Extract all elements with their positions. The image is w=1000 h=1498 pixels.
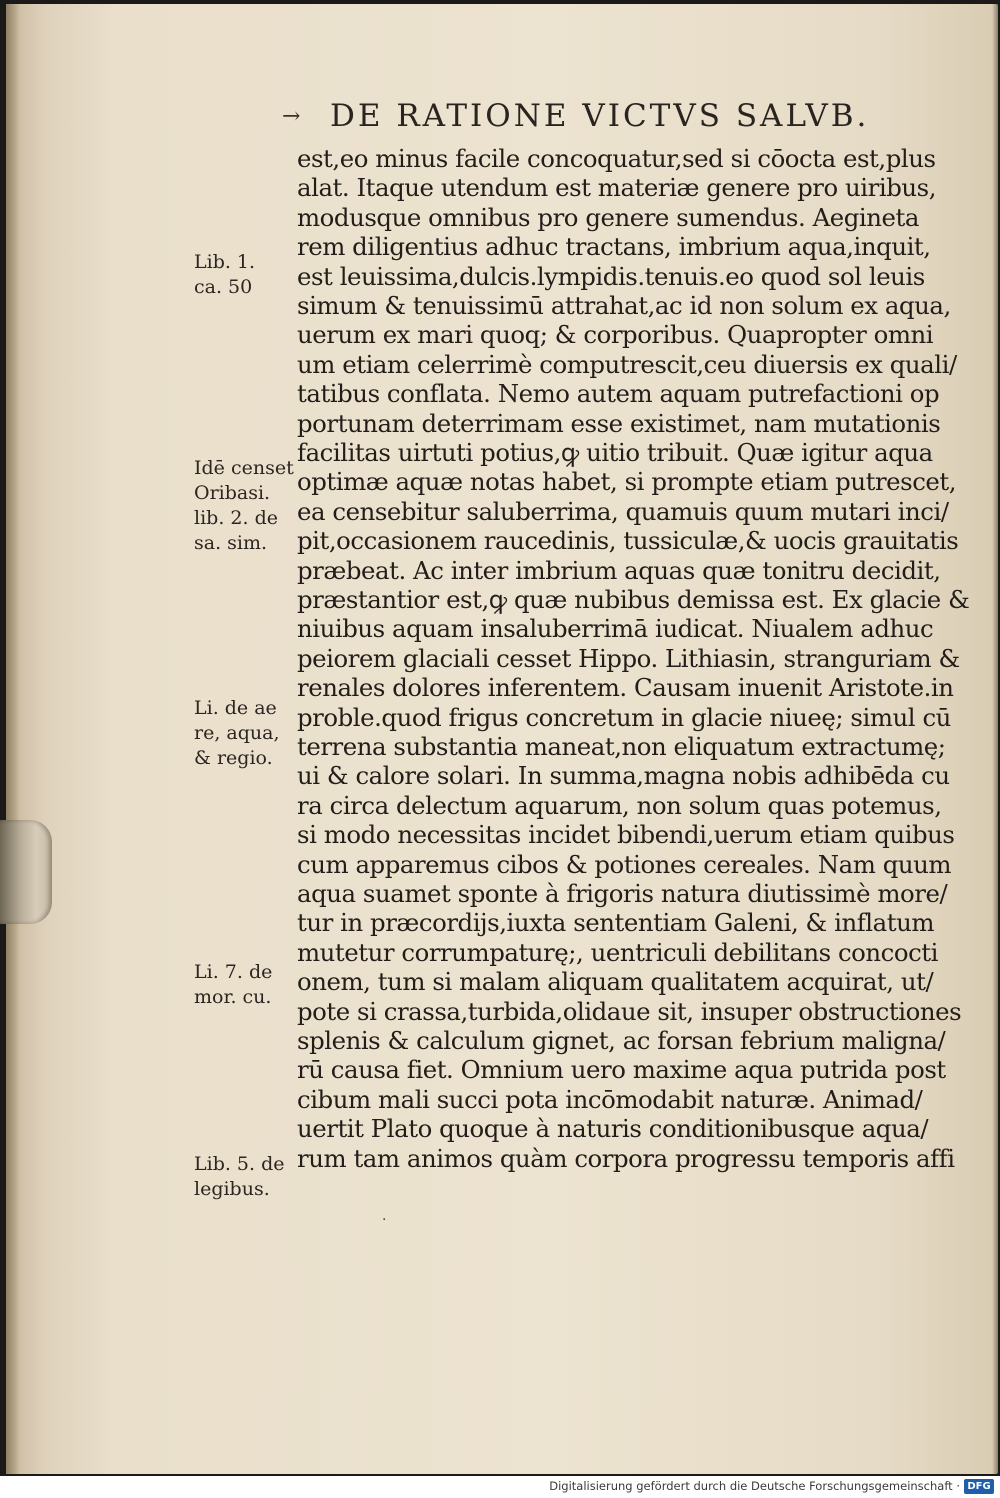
margin-note-line: Lib. 5. de [194, 1153, 285, 1175]
margin-note-line: Lib. 1. [194, 251, 256, 273]
body-line: aqua suamet sponte à frigoris natura diutissimè more/ [297, 879, 948, 908]
margin-note [194, 250, 294, 300]
body-line: alat. Itaque utendum est materiæ genere pro uiribus, [297, 173, 936, 202]
margin-note-line: Oribasi. [194, 482, 271, 504]
body-line: cum apparemus cibos & potiones cereales. Nam quum [297, 850, 952, 879]
book-clasp [0, 820, 52, 924]
body-line: simum & tenuissimū attrahat,ac id non solum ex aqua, [297, 291, 951, 320]
body-line: est,eo minus facile concoquatur,sed si cōocta est,plus [297, 144, 936, 173]
body-line: rum tam animos quàm corpora progressu temporis affi [297, 1144, 955, 1173]
margin-note-line: & regio. [194, 747, 273, 769]
margin-note [194, 696, 294, 771]
margin-note-line: mor. cu. [194, 986, 272, 1008]
body-line: rū causa fiet. Omnium uero maxime aqua putrida post [297, 1055, 946, 1084]
margin-note [194, 1152, 294, 1202]
body-line: terrena substantia maneat,non eliquatum extractumę; [297, 732, 946, 761]
body-line: rem diligentius adhuc tractans, imbrium aqua,inquit, [297, 232, 931, 261]
body-line: si modo necessitas incidet bibendi,uerum etiam quibus [297, 820, 955, 849]
footer-credit: Digitalisierung gefördert durch die Deutsche Forschungsgemeinschaft · [549, 1479, 960, 1493]
body-line: facilitas uirtuti potius,ꝙ uitio tribuit. Quæ igitur aqua [297, 438, 933, 467]
body-line: mutetur corrumpaturę;, uentriculi debilitans concocti [297, 938, 939, 967]
bottom-mark: · [382, 1212, 387, 1228]
margin-note-line: Li. 7. de [194, 961, 273, 983]
body-line: optimæ aquæ notas habet, si prompte etiam putrescet, [297, 467, 957, 496]
body-line: portunam deterrimam esse existimet, nam mutationis [297, 409, 941, 438]
body-line: uertit Plato quoque à naturis conditionibusque aqua/ [297, 1114, 929, 1143]
body-line: ra circa delectum aquarum, non solum quas potemus, [297, 791, 942, 820]
body-line: proble.quod frigus concretum in glacie niueę; simul cū [297, 703, 951, 732]
page-edge [992, 4, 998, 1474]
running-head-mark: → [282, 104, 301, 129]
body-line: pit,occasionem raucedinis, tussiculæ,& uocis grauitatis [297, 526, 959, 555]
body-line: tur in præcordijs,iuxta sententiam Galeni, & inflatum [297, 908, 935, 937]
body-line: niuibus aquam insaluberrimā iudicat. Niualem adhuc [297, 614, 934, 643]
body-line: renales dolores inferentem. Causam inuenit Aristote.in [297, 673, 954, 702]
body-line: modusque omnibus pro genere sumendus. Aegineta [297, 203, 919, 232]
margin-note-line: Li. de ae [194, 697, 277, 719]
margin-note [194, 456, 294, 556]
body-line: um etiam celerrimè computrescit,ceu diuersis ex quali/ [297, 350, 957, 379]
body-line: splenis & calculum gignet, ac forsan febrium maligna/ [297, 1026, 946, 1055]
margin-note-line: ca. 50 [194, 276, 253, 298]
running-head [282, 98, 922, 142]
body-line: pote si crassa,turbida,olidaue sit, insuper obstructiones [297, 997, 962, 1026]
body-line: est leuissima,dulcis.lympidis.tenuis.eo quod sol leuis [297, 262, 925, 291]
margin-note-line: legibus. [194, 1178, 270, 1200]
body-line: præstantior est,ꝙ quæ nubibus demissa est. Ex glacie & [297, 585, 970, 614]
margin-note-line: sa. sim. [194, 532, 268, 554]
body-line: peiorem glaciali cesset Hippo. Lithiasin, stranguriam & [297, 644, 960, 673]
body-line: ui & calore solari. In summa,magna nobis adhibēda cu [297, 761, 950, 790]
margin-note-line: Idē censet [194, 457, 294, 479]
digitization-footer [0, 1476, 1000, 1498]
dfg-logo-icon: DFG [964, 1479, 994, 1494]
body-line: præbeat. Ac inter imbrium aquas quæ tonitru decidit, [297, 556, 941, 585]
margin-note [194, 960, 294, 1010]
body-line: tatibus conflata. Nemo autem aquam putrefactioni op [297, 379, 940, 408]
margin-note-line: lib. 2. de [194, 507, 278, 529]
binding-shadow [6, 4, 20, 1474]
body-line: uerum ex mari quoq; & corporibus. Quapropter omni [297, 320, 934, 349]
body-line: ea censebitur saluberrima, quamuis quum mutari inci/ [297, 497, 949, 526]
body-line: onem, tum si malam aliquam qualitatem acquirat, ut/ [297, 967, 934, 996]
body-line: cibum mali succi pota incōmodabit naturæ. Animad/ [297, 1085, 923, 1114]
running-head-title: DE RATIONE VICTVS SALVB. [330, 98, 870, 134]
margin-note-line: re, aqua, [194, 722, 280, 744]
